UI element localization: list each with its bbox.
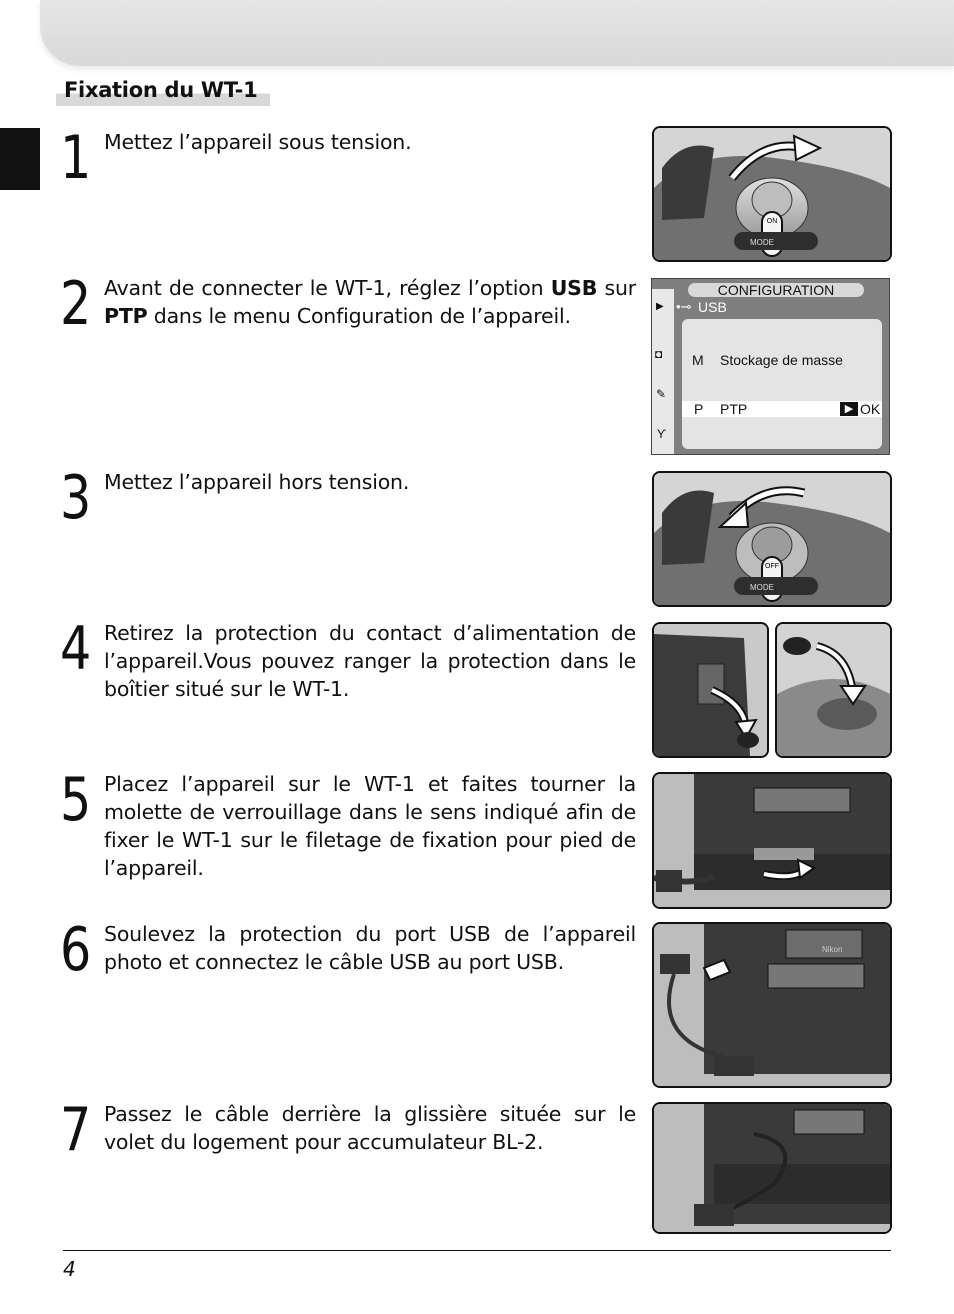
option-key: M: [692, 352, 704, 368]
step-text: Soulevez la protection du port USB de l’appareil photo et connectez le câble USB au port USB.: [104, 922, 636, 974]
step-number: 4: [60, 614, 90, 684]
step-text: Placez l’appareil sur le WT-1 et faites tourner la molette de verrouillage dans le sens indiqué afin de fixer le WT-1 sur le filetage de fixation pour pied de l’appareil.: [104, 772, 636, 880]
menu-header: CONFIGURATION: [688, 283, 864, 297]
step-number: 7: [60, 1095, 90, 1165]
ok-label: OK: [860, 401, 881, 417]
locking-wheel-photo: [652, 772, 892, 909]
chapter-tab: [0, 128, 40, 190]
step-number: 1: [60, 123, 90, 193]
pencil-icon: ✎: [656, 387, 667, 401]
step-text: Retirez la protection du contact d’alimentation de l’appareil.Vous pouvez ranger la protection dans le boîtier situé sur le WT-1.: [104, 621, 636, 701]
cable-routing-photo: [652, 1102, 892, 1234]
step-number: 5: [60, 765, 90, 835]
camera-power-off-photo: [652, 471, 892, 607]
ptp-option: PTP: [104, 304, 148, 328]
camera-icon: ◘: [655, 347, 663, 361]
step-number: 3: [60, 463, 90, 533]
usb-connection-photo: [652, 922, 892, 1088]
step-number: 2: [60, 269, 90, 339]
menu-item-usb: USB: [698, 299, 727, 315]
usb-icon: •⊸: [676, 299, 692, 314]
option-ptp: PTP: [720, 401, 748, 417]
cover-storage-photo: [775, 622, 892, 758]
on-label: ON: [766, 218, 778, 225]
step-text: Mettez l’appareil sous tension.: [104, 130, 412, 154]
step-text: Passez le câble derrière la glissière située sur le volet du logement pour accumulateur BL-2.: [104, 1102, 636, 1154]
options-panel: [682, 319, 882, 449]
section-title: Fixation du WT-1: [56, 78, 270, 106]
camera-power-on-photo: [652, 126, 892, 262]
option-mass-storage[interactable]: Stockage de masse: [720, 352, 843, 368]
footer-rule: [63, 1250, 891, 1251]
playback-icon: ▶: [656, 301, 664, 312]
brand-label: Nikon: [822, 945, 843, 954]
option-ptp-row[interactable]: [682, 401, 882, 417]
off-label: OFF: [765, 563, 779, 570]
page-number: 4: [63, 1257, 76, 1281]
step-number: 6: [60, 915, 90, 985]
option-key: P: [694, 401, 704, 417]
menu-sidebar: [652, 289, 674, 454]
mode-label: MODE: [750, 238, 774, 247]
configuration-menu-screen: [651, 278, 890, 455]
arrow-right-icon: ▶: [840, 402, 858, 416]
step-text: Avant de connecter le WT-1, réglez l’option USB sur PTP dans le menu Configuration de l’appareil.: [104, 276, 636, 328]
mode-label: MODE: [750, 583, 774, 592]
step-text: Mettez l’appareil hors tension.: [104, 470, 410, 494]
usb-option: USB: [550, 276, 598, 300]
contact-cover-removal-photo: [652, 622, 769, 758]
header-band: [40, 0, 954, 66]
wrench-icon: Ƴ: [657, 427, 667, 441]
